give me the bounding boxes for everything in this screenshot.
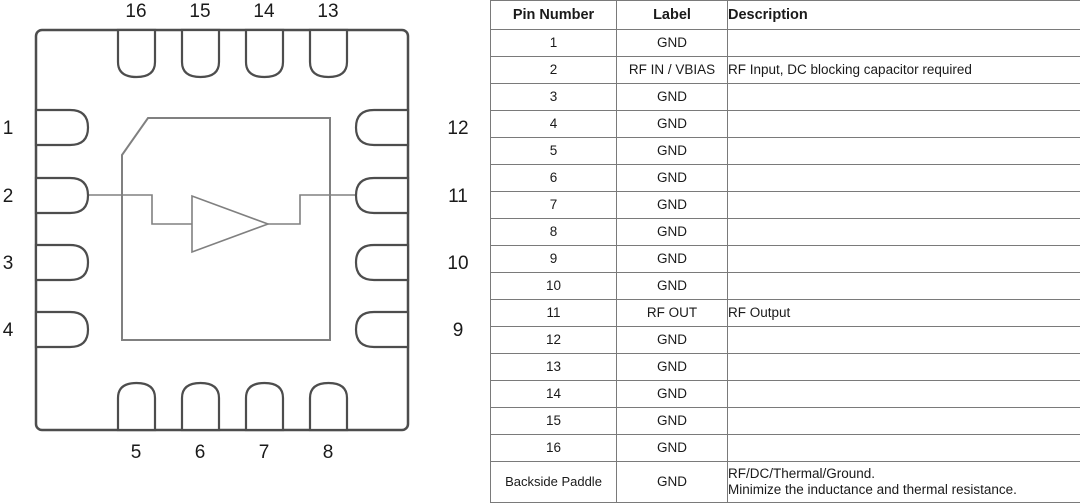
table-row — [491, 138, 1080, 165]
pad-3 — [36, 245, 88, 280]
amplifier-symbol — [192, 196, 268, 252]
pad-15 — [182, 30, 219, 77]
table-row — [491, 246, 1080, 273]
pin-number-label-9: 9 — [453, 320, 464, 341]
pad-2 — [36, 178, 88, 213]
cell-pin-number: 15 — [491, 408, 617, 435]
pin-number-label-14: 14 — [253, 1, 275, 22]
cell-pin-number: 14 — [491, 381, 617, 408]
cell-label: GND — [617, 138, 728, 165]
table-row — [491, 354, 1080, 381]
cell-label: GND — [617, 84, 728, 111]
cell-pin-number: 9 — [491, 246, 617, 273]
pad-13 — [310, 30, 347, 77]
pad-11 — [356, 178, 408, 213]
cell-pin-number: 13 — [491, 354, 617, 381]
table-row — [491, 84, 1080, 111]
header-label: Label — [617, 1, 728, 30]
pad-12 — [356, 110, 408, 145]
table-row — [491, 435, 1080, 462]
pin-number-label-12: 12 — [447, 118, 468, 139]
input-trace — [88, 195, 192, 224]
pad-1 — [36, 110, 88, 145]
cell-pin-number: 4 — [491, 111, 617, 138]
pin-number-label-16: 16 — [125, 1, 146, 22]
cell-description — [728, 354, 1080, 381]
cell-description — [728, 462, 1080, 503]
pad-6 — [182, 383, 219, 430]
pad-16 — [118, 30, 155, 77]
pin-number-label-4: 4 — [3, 320, 14, 341]
pin-number-label-8: 8 — [323, 442, 334, 461]
header-pin-number: Pin Number — [491, 1, 617, 30]
cell-description — [728, 219, 1080, 246]
cell-label: GND — [617, 435, 728, 462]
pin-number-label-3: 3 — [3, 253, 14, 274]
pin-number-label-13: 13 — [317, 1, 338, 22]
cell-label: GND — [617, 354, 728, 381]
cell-description — [728, 165, 1080, 192]
die-outline — [122, 118, 330, 340]
cell-description — [728, 273, 1080, 300]
table-row — [491, 57, 1080, 84]
package-pinout-diagram — [0, 0, 490, 461]
cell-pin-number: 11 — [491, 300, 617, 327]
pin-number-label-2: 2 — [3, 186, 14, 207]
cell-label: GND — [617, 111, 728, 138]
table-row — [491, 30, 1080, 57]
cell-label: GND — [617, 246, 728, 273]
cell-pin-number: 16 — [491, 435, 617, 462]
cell-pin-number: 8 — [491, 219, 617, 246]
pin-number-label-1: 1 — [3, 118, 14, 139]
cell-label: RF OUT — [617, 300, 728, 327]
table-row — [491, 192, 1080, 219]
cell-description — [728, 111, 1080, 138]
table-header-row — [491, 1, 1080, 30]
table-body — [491, 30, 1080, 503]
table-row — [491, 273, 1080, 300]
cell-description — [728, 435, 1080, 462]
cell-label: GND — [617, 462, 728, 503]
pad-5 — [118, 383, 155, 430]
cell-label: GND — [617, 327, 728, 354]
cell-description — [728, 381, 1080, 408]
cell-pin-number: 5 — [491, 138, 617, 165]
cell-description — [728, 246, 1080, 273]
table-row-backside-paddle — [491, 462, 1080, 503]
pad-4 — [36, 312, 88, 347]
cell-label: GND — [617, 408, 728, 435]
pin-description-table-wrapper — [490, 0, 1080, 461]
cell-pin-number: 6 — [491, 165, 617, 192]
cell-pin-number: 3 — [491, 84, 617, 111]
pin-number-label-7: 7 — [259, 442, 270, 461]
table-row — [491, 327, 1080, 354]
cell-label: GND — [617, 165, 728, 192]
cell-description — [728, 30, 1080, 57]
cell-pin-number: Backside Paddle — [491, 462, 617, 503]
cell-pin-number: 7 — [491, 192, 617, 219]
cell-description — [728, 84, 1080, 111]
table-row — [491, 300, 1080, 327]
header-description: Description — [728, 1, 1080, 30]
table-row — [491, 219, 1080, 246]
cell-pin-number: 1 — [491, 30, 617, 57]
package-outline — [36, 30, 408, 430]
cell-description — [728, 192, 1080, 219]
pin-number-label-15: 15 — [189, 1, 210, 22]
pin-number-label-11: 11 — [448, 186, 468, 207]
pin-number-label-6: 6 — [195, 442, 206, 461]
table-row — [491, 408, 1080, 435]
cell-label: RF IN / VBIAS — [617, 57, 728, 84]
cell-pin-number: 10 — [491, 273, 617, 300]
cell-pin-number: 2 — [491, 57, 617, 84]
cell-description — [728, 138, 1080, 165]
pad-9 — [356, 312, 408, 347]
table-row — [491, 111, 1080, 138]
pin-description-table — [490, 0, 1080, 503]
cell-label: GND — [617, 192, 728, 219]
cell-pin-number: 12 — [491, 327, 617, 354]
table-row — [491, 165, 1080, 192]
cell-description — [728, 408, 1080, 435]
pin-number-label-10: 10 — [447, 253, 468, 274]
cell-description — [728, 327, 1080, 354]
pad-14 — [246, 30, 283, 77]
paddle-desc-line-1: RF/DC/Thermal/Ground. — [728, 466, 1080, 482]
paddle-desc-line-2: Minimize the inductance and thermal resistance. — [728, 482, 1080, 498]
pad-8 — [310, 383, 347, 430]
cell-label: GND — [617, 381, 728, 408]
pad-7 — [246, 383, 283, 430]
cell-label: GND — [617, 219, 728, 246]
pin-number-label-5: 5 — [131, 442, 142, 461]
cell-description: RF Output — [728, 300, 1080, 327]
cell-label: GND — [617, 273, 728, 300]
pad-10 — [356, 245, 408, 280]
cell-label: GND — [617, 30, 728, 57]
cell-description: RF Input, DC blocking capacitor required — [728, 57, 1080, 84]
table-row — [491, 381, 1080, 408]
